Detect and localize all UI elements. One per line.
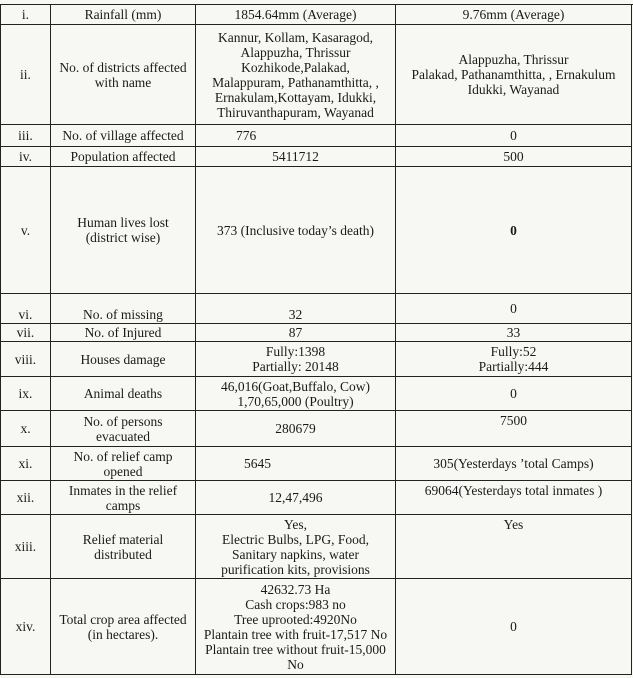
table-row <box>1 515 632 579</box>
row-item: No. of missing <box>51 294 196 324</box>
row-number: viii. <box>1 342 51 377</box>
row-item: Population affected <box>51 147 196 167</box>
row-value-cumulative: Kannur, Kollam, Kasaragod, Alappuzha, Thrissur Kozhikode,Palakad, Malappuram, Pathanamthitta, , Ernakulam,Kottayam, Idukki, Thiruvanthapuram, Wayanad <box>196 25 396 125</box>
row-value-cumulative: 5411712 <box>196 147 396 167</box>
table-row <box>1 411 632 447</box>
row-value-today: 0 <box>396 294 632 324</box>
row-value-today: Yes <box>396 515 632 579</box>
row-value-today: 0 <box>396 167 632 294</box>
row-value-cumulative: 87 <box>196 324 396 342</box>
row-item: No. of village affected <box>51 125 196 147</box>
row-number: iii. <box>1 125 51 147</box>
row-value-today: 0 <box>396 579 632 675</box>
row-item: No. of districts affected with name <box>51 25 196 125</box>
row-number: vi. <box>1 294 51 324</box>
row-value-today: 305(Yesterdays ’total Camps) <box>396 447 632 481</box>
row-value-today: 69064(Yesterdays total inmates ) <box>396 481 632 515</box>
row-item: Houses damage <box>51 342 196 377</box>
row-value-cumulative: 373 (Inclusive today’s death) <box>196 167 396 294</box>
table-row <box>1 125 632 147</box>
row-number: xi. <box>1 447 51 481</box>
row-value-today: Fully:52 Partially:444 <box>396 342 632 377</box>
row-item: Relief material distributed <box>51 515 196 579</box>
table-row <box>1 5 632 25</box>
table-row <box>1 579 632 675</box>
row-value-cumulative: 46,016(Goat,Buffalo, Cow) 1,70,65,000 (Poultry) <box>196 377 396 411</box>
row-number: ii. <box>1 25 51 125</box>
row-value-today: 33 <box>396 324 632 342</box>
row-item: No. of Injured <box>51 324 196 342</box>
row-number: xii. <box>1 481 51 515</box>
row-item: Inmates in the relief camps <box>51 481 196 515</box>
row-number: v. <box>1 167 51 294</box>
row-number: xiv. <box>1 579 51 675</box>
row-value-today: 7500 <box>396 411 632 447</box>
row-value-today: 500 <box>396 147 632 167</box>
row-item: Human lives lost (district wise) <box>51 167 196 294</box>
row-value-cumulative: 1854.64mm (Average) <box>196 5 396 25</box>
row-value-cumulative: 280679 <box>196 411 396 447</box>
table-row <box>1 167 632 294</box>
row-number: xiii. <box>1 515 51 579</box>
row-value-today: 0 <box>396 125 632 147</box>
row-item: Rainfall (mm) <box>51 5 196 25</box>
row-value-today: Alappuzha, Thrissur Palakad, Pathanamthitta, , Ernakulum Idukki, Wayanad <box>396 25 632 125</box>
row-number: ix. <box>1 377 51 411</box>
row-value-cumulative: 32 <box>196 294 396 324</box>
row-value-cumulative: Fully:1398 Partially: 20148 <box>196 342 396 377</box>
table-row <box>1 294 632 324</box>
row-item: Animal deaths <box>51 377 196 411</box>
row-value-cumulative: 12,47,496 <box>196 481 396 515</box>
table-row <box>1 324 632 342</box>
row-value-cumulative: Yes, Electric Bulbs, LPG, Food, Sanitary napkins, water purification kits, provisions <box>196 515 396 579</box>
row-value-today: 9.76mm (Average) <box>396 5 632 25</box>
row-value-cumulative: 5645 <box>196 447 396 481</box>
row-number: i. <box>1 5 51 25</box>
table-row <box>1 481 632 515</box>
table-row <box>1 377 632 411</box>
row-number: vii. <box>1 324 51 342</box>
row-item: No. of persons evacuated <box>51 411 196 447</box>
table-row <box>1 342 632 377</box>
row-value-today: 0 <box>396 377 632 411</box>
row-value-cumulative: 42632.73 Ha Cash crops:983 no Tree uprooted:4920No Plantain tree with fruit-17,517 No Plantain tree without fruit-15,000 No <box>196 579 396 675</box>
table-row <box>1 25 632 125</box>
disaster-report-table <box>0 4 632 675</box>
row-number: x. <box>1 411 51 447</box>
table-row <box>1 147 632 167</box>
row-value-cumulative: 776 <box>196 125 396 147</box>
row-item: Total crop area affected (in hectares). <box>51 579 196 675</box>
row-item: No. of relief camp opened <box>51 447 196 481</box>
table-row <box>1 447 632 481</box>
row-number: iv. <box>1 147 51 167</box>
